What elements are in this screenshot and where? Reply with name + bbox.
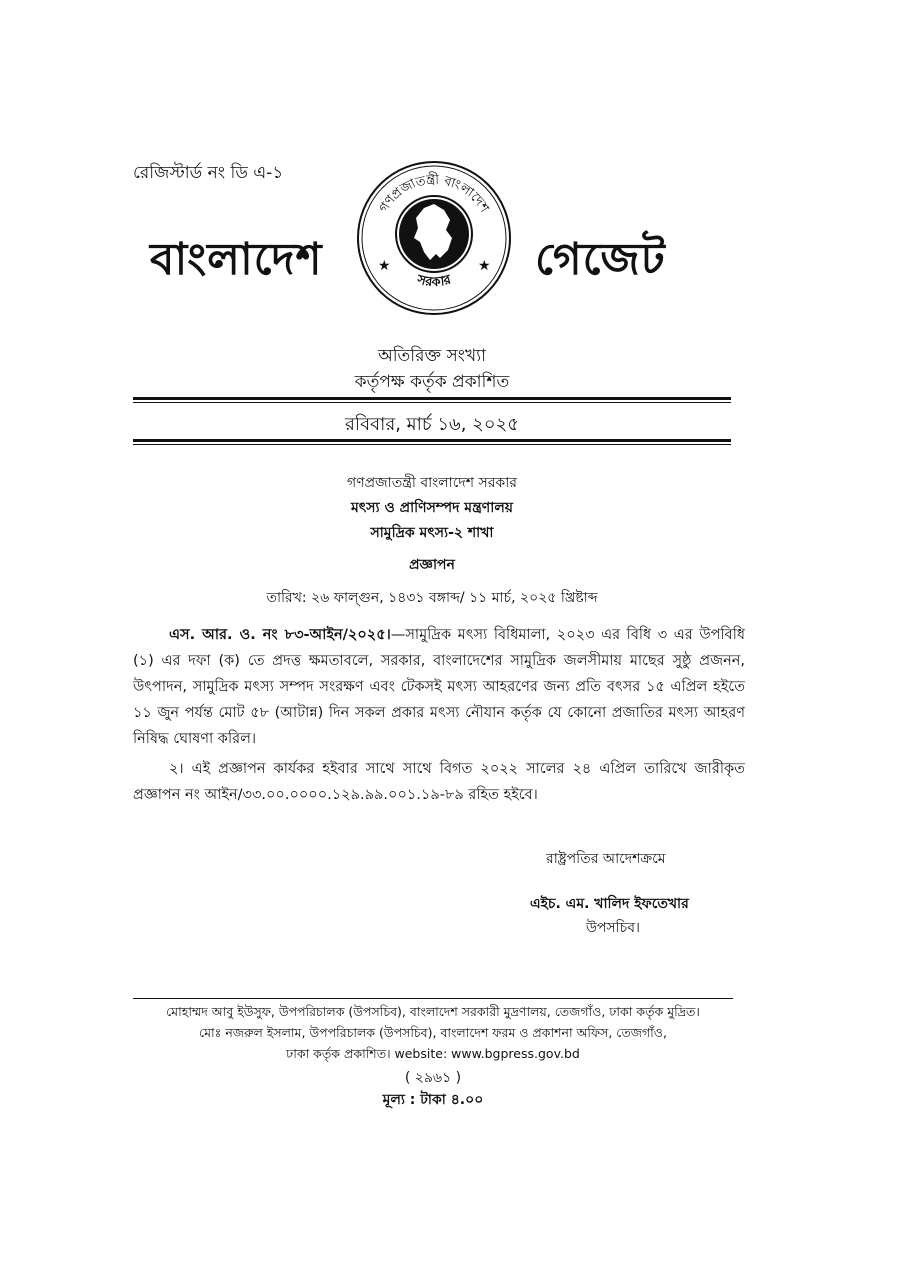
registration-number: রেজিস্টার্ড নং ডি এ-১ [133,163,284,183]
footer-printer-line: মোহাম্মদ আবু ইউসুফ, উপপরিচালক (উপসচিব), বাংলাদেশ সরকারী মুদ্রণালয়, তেজগাঁও, ঢাকা কর্তৃক মুদ্রিত। [166,1004,700,1019]
gazette-date: রবিবার, মার্চ ১৬, ২০২৫ [345,414,519,435]
published-by-label: কর্তৃপক্ষ কর্তৃক প্রকাশিত [354,372,510,392]
footer-publisher-line: মোঃ নজরুল ইসলাম, উপপরিচালক (উপসচিব), বাংলাদেশ ফরম ও প্রকাশনা অফিস, তেজগাঁও, [199,1025,667,1040]
page-number: ( ২৯৬১ ) [404,1070,462,1086]
notification-paragraph-1 [133,622,745,752]
gazette-title-gazette: গেজেট [535,234,666,285]
footer-divider [133,998,733,999]
header-divider-bottom-thin [133,444,731,445]
sro-number: এস. আর. ও. নং ৮৩-আইন/২০২৫। [169,627,391,643]
gazette-title-bangladesh: বাংলাদেশ [150,234,323,285]
notification-date: তারিখ: ২৬ ফাল্গুন, ১৪৩১ বঙ্গাব্দ/ ১১ মার্চ, ২০২৫ খ্রিষ্টাব্দ [266,590,598,606]
extra-issue-label: অতিরিক্ত সংখ্যা [377,346,487,366]
header-divider-top [133,397,731,400]
footer-website-line: ঢাকা কর্তৃক প্রকাশিত। website: www.bgpress.gov.bd [286,1046,580,1061]
star-icon: ★ [378,258,391,274]
signatory-name: এইচ. এম. খালিদ ইফতেখার [530,896,689,912]
paragraph-1-body: —সামুদ্রিক মৎস্য বিধিমালা, ২০২৩ এর বিধি ৩ এর উপবিধি (১) এর দফা (ক) তে প্রদত্ত ক্ষমতাবলে, সরকার, বাংলাদেশের সামুদ্রিক জলসীমায় মাছের সুষ্ঠু প্রজনন, উৎপাদন, সামুদ্রিক মৎস্য সম্পদ সংরক্ষণ এবং টেকসই মৎস্য আহরণের জন্য প্রতি বৎসর ১৫ এপ্রিল হইতে ১১ জুন পর্যন্ত মোট ৫৮ (আটান্ন) দিন সকল প্রকার মৎস্য নৌযান কর্তৃক যে কোনো প্রজাতির মৎস্য আহরণ নিষিদ্ধ ঘোষণা করিল। [133,627,745,747]
notification-paragraph-2: ২। এই প্রজ্ঞাপন কার্যকর হইবার সাথে সাথে বিগত ২০২২ সালের ২৪ এপ্রিল তারিখে জারীকৃত প্রজ্ঞাপন নং আইন/৩৩.০০.০০০০.১২৯.৯৯.০০১.১৯-৮৯ রহিত হইবে। [133,761,745,803]
government-seal [354,158,514,318]
price-label: মূল্য : টাকা ৪.০০ [382,1092,484,1108]
government-name: গণপ্রজাতন্ত্রী বাংলাদেশ সরকার [347,475,517,491]
notification-heading: প্রজ্ঞাপন [409,557,455,573]
svg-text:গণপ্রজাতন্ত্রী বাংলাদেশ: গণপ্রজাতন্ত্রী বাংলাদেশ [376,172,492,216]
presidential-order: রাষ্ট্রপতির আদেশক্রমে [546,851,666,867]
signatory-designation: উপসচিব। [586,920,641,936]
ministry-name: মৎস্য ও প্রাণিসম্পদ মন্ত্রণালয় [351,500,513,516]
star-icon: ★ [478,258,491,274]
branch-name: সামুদ্রিক মৎস্য-২ শাখা [370,525,494,541]
svg-text:সরকার: সরকার [415,272,453,291]
header-divider-top-thin [133,402,731,403]
header-divider-bottom [133,439,731,442]
